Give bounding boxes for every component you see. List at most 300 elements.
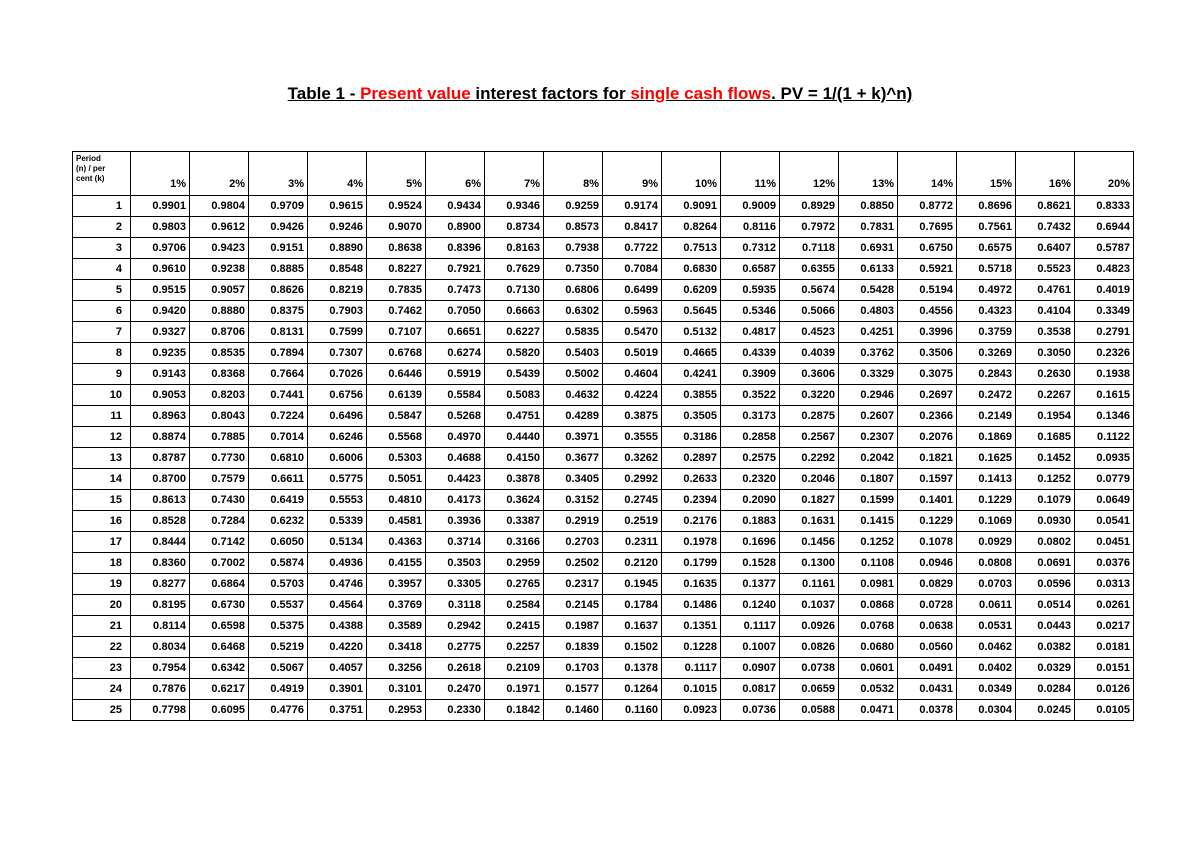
title-highlight-single-cash-flows: single cash flows bbox=[630, 84, 772, 103]
factor-cell: 0.3909 bbox=[721, 364, 780, 385]
factor-cell: 0.7441 bbox=[249, 385, 308, 406]
factor-cell: 0.7284 bbox=[190, 511, 249, 532]
factor-cell: 0.0349 bbox=[957, 679, 1016, 700]
factor-cell: 0.2775 bbox=[426, 637, 485, 658]
factor-cell: 0.1413 bbox=[957, 469, 1016, 490]
factor-cell: 0.7473 bbox=[426, 280, 485, 301]
title-middle: interest factors for bbox=[470, 84, 631, 103]
period-cell: 13 bbox=[73, 448, 131, 469]
factor-cell: 0.2575 bbox=[721, 448, 780, 469]
factor-cell: 0.5537 bbox=[249, 595, 308, 616]
factor-cell: 0.1117 bbox=[662, 658, 721, 679]
rate-header: 15% bbox=[957, 152, 1016, 196]
factor-cell: 0.6830 bbox=[662, 259, 721, 280]
factor-cell: 0.0378 bbox=[898, 700, 957, 721]
factor-cell: 0.5339 bbox=[308, 511, 367, 532]
factor-cell: 0.9706 bbox=[131, 238, 190, 259]
factor-cell: 0.0261 bbox=[1075, 595, 1134, 616]
factor-cell: 0.8890 bbox=[308, 238, 367, 259]
factor-cell: 0.8034 bbox=[131, 637, 190, 658]
factor-cell: 0.9515 bbox=[131, 280, 190, 301]
factor-cell: 0.5820 bbox=[485, 343, 544, 364]
table-row bbox=[73, 217, 1134, 238]
factor-cell: 0.8874 bbox=[131, 427, 190, 448]
factor-cell: 0.0514 bbox=[1016, 595, 1075, 616]
factor-cell: 0.1229 bbox=[898, 511, 957, 532]
factor-cell: 0.5568 bbox=[367, 427, 426, 448]
factor-cell: 0.7430 bbox=[190, 490, 249, 511]
factor-cell: 0.9612 bbox=[190, 217, 249, 238]
factor-cell: 0.3349 bbox=[1075, 301, 1134, 322]
factor-cell: 0.3996 bbox=[898, 322, 957, 343]
factor-cell: 0.8880 bbox=[190, 301, 249, 322]
factor-cell: 0.2703 bbox=[544, 532, 603, 553]
factor-cell: 0.1456 bbox=[780, 532, 839, 553]
rate-header: 6% bbox=[426, 152, 485, 196]
factor-cell: 0.5439 bbox=[485, 364, 544, 385]
factor-cell: 0.9009 bbox=[721, 196, 780, 217]
factor-cell: 0.6496 bbox=[308, 406, 367, 427]
factor-cell: 0.1015 bbox=[662, 679, 721, 700]
factor-cell: 0.6419 bbox=[249, 490, 308, 511]
factor-cell: 0.5921 bbox=[898, 259, 957, 280]
factor-cell: 0.8929 bbox=[780, 196, 839, 217]
factor-cell: 0.7462 bbox=[367, 301, 426, 322]
factor-cell: 0.8277 bbox=[131, 574, 190, 595]
period-cell: 16 bbox=[73, 511, 131, 532]
factor-cell: 0.5268 bbox=[426, 406, 485, 427]
factor-cell: 0.0649 bbox=[1075, 490, 1134, 511]
factor-cell: 0.2307 bbox=[839, 427, 898, 448]
factor-cell: 0.4817 bbox=[721, 322, 780, 343]
rate-header: 3% bbox=[249, 152, 308, 196]
factor-cell: 0.8043 bbox=[190, 406, 249, 427]
factor-cell: 0.2843 bbox=[957, 364, 1016, 385]
factor-cell: 0.0596 bbox=[1016, 574, 1075, 595]
factor-cell: 0.8626 bbox=[249, 280, 308, 301]
factor-cell: 0.0126 bbox=[1075, 679, 1134, 700]
period-cell: 1 bbox=[73, 196, 131, 217]
factor-cell: 0.8850 bbox=[839, 196, 898, 217]
table-row bbox=[73, 196, 1134, 217]
factor-cell: 0.0738 bbox=[780, 658, 839, 679]
factor-cell: 0.3759 bbox=[957, 322, 1016, 343]
factor-cell: 0.2470 bbox=[426, 679, 485, 700]
factor-cell: 0.1079 bbox=[1016, 490, 1075, 511]
period-cell: 22 bbox=[73, 637, 131, 658]
factor-cell: 0.0532 bbox=[839, 679, 898, 700]
factor-cell: 0.1486 bbox=[662, 595, 721, 616]
title-formula: . PV = 1/(1 + k)^n) bbox=[771, 84, 913, 103]
factor-cell: 0.4581 bbox=[367, 511, 426, 532]
factor-cell: 0.6468 bbox=[190, 637, 249, 658]
factor-cell: 0.2090 bbox=[721, 490, 780, 511]
factor-cell: 0.9143 bbox=[131, 364, 190, 385]
factor-cell: 0.1625 bbox=[957, 448, 1016, 469]
factor-cell: 0.3677 bbox=[544, 448, 603, 469]
factor-cell: 0.4339 bbox=[721, 343, 780, 364]
factor-cell: 0.5919 bbox=[426, 364, 485, 385]
corner-line-n-per: (n) / per bbox=[76, 164, 106, 173]
table-row bbox=[73, 595, 1134, 616]
factor-cell: 0.4057 bbox=[308, 658, 367, 679]
factor-cell: 0.3878 bbox=[485, 469, 544, 490]
period-cell: 7 bbox=[73, 322, 131, 343]
factor-cell: 0.8700 bbox=[131, 469, 190, 490]
factor-cell: 0.7938 bbox=[544, 238, 603, 259]
factor-cell: 0.7954 bbox=[131, 658, 190, 679]
factor-cell: 0.2145 bbox=[544, 595, 603, 616]
factor-cell: 0.1264 bbox=[603, 679, 662, 700]
factor-cell: 0.8548 bbox=[308, 259, 367, 280]
factor-cell: 0.4251 bbox=[839, 322, 898, 343]
factor-cell: 0.7026 bbox=[308, 364, 367, 385]
factor-cell: 0.9610 bbox=[131, 259, 190, 280]
factor-cell: 0.1161 bbox=[780, 574, 839, 595]
table-row bbox=[73, 448, 1134, 469]
factor-cell: 0.3387 bbox=[485, 511, 544, 532]
factor-cell: 0.4604 bbox=[603, 364, 662, 385]
factor-cell: 0.0659 bbox=[780, 679, 839, 700]
factor-cell: 0.3269 bbox=[957, 343, 1016, 364]
factor-cell: 0.1007 bbox=[721, 637, 780, 658]
factor-cell: 0.2257 bbox=[485, 637, 544, 658]
factor-cell: 0.4761 bbox=[1016, 280, 1075, 301]
factor-cell: 0.0329 bbox=[1016, 658, 1075, 679]
period-cell: 4 bbox=[73, 259, 131, 280]
table-row bbox=[73, 469, 1134, 490]
factor-cell: 0.4423 bbox=[426, 469, 485, 490]
factor-cell: 0.8613 bbox=[131, 490, 190, 511]
factor-cell: 0.0929 bbox=[957, 532, 1016, 553]
factor-cell: 0.2630 bbox=[1016, 364, 1075, 385]
factor-cell: 0.0491 bbox=[898, 658, 957, 679]
factor-cell: 0.3522 bbox=[721, 385, 780, 406]
factor-cell: 0.0638 bbox=[898, 616, 957, 637]
factor-cell: 0.0462 bbox=[957, 637, 1016, 658]
factor-cell: 0.6232 bbox=[249, 511, 308, 532]
table-row bbox=[73, 658, 1134, 679]
factor-cell: 0.9423 bbox=[190, 238, 249, 259]
factor-cell: 0.3875 bbox=[603, 406, 662, 427]
factor-cell: 0.3152 bbox=[544, 490, 603, 511]
factor-cell: 0.2176 bbox=[662, 511, 721, 532]
factor-cell: 0.8360 bbox=[131, 553, 190, 574]
table-row bbox=[73, 343, 1134, 364]
factor-cell: 0.7561 bbox=[957, 217, 1016, 238]
factor-cell: 0.8131 bbox=[249, 322, 308, 343]
factor-cell: 0.0431 bbox=[898, 679, 957, 700]
factor-cell: 0.1954 bbox=[1016, 406, 1075, 427]
factor-cell: 0.6730 bbox=[190, 595, 249, 616]
table-header bbox=[73, 152, 1134, 196]
period-cell: 6 bbox=[73, 301, 131, 322]
factor-cell: 0.7118 bbox=[780, 238, 839, 259]
factor-cell: 0.3555 bbox=[603, 427, 662, 448]
factor-cell: 0.4241 bbox=[662, 364, 721, 385]
factor-cell: 0.7629 bbox=[485, 259, 544, 280]
factor-cell: 0.2765 bbox=[485, 574, 544, 595]
factor-cell: 0.0802 bbox=[1016, 532, 1075, 553]
factor-cell: 0.4972 bbox=[957, 280, 1016, 301]
factor-cell: 0.6931 bbox=[839, 238, 898, 259]
factor-cell: 0.2584 bbox=[485, 595, 544, 616]
factor-cell: 0.8333 bbox=[1075, 196, 1134, 217]
factor-cell: 0.1883 bbox=[721, 511, 780, 532]
period-cell: 11 bbox=[73, 406, 131, 427]
table-row bbox=[73, 679, 1134, 700]
factor-cell: 0.0105 bbox=[1075, 700, 1134, 721]
factor-cell: 0.8772 bbox=[898, 196, 957, 217]
factor-cell: 0.5935 bbox=[721, 280, 780, 301]
rate-header: 2% bbox=[190, 152, 249, 196]
factor-cell: 0.6663 bbox=[485, 301, 544, 322]
factor-cell: 0.1799 bbox=[662, 553, 721, 574]
factor-cell: 0.1300 bbox=[780, 553, 839, 574]
factor-cell: 0.4173 bbox=[426, 490, 485, 511]
table-row bbox=[73, 301, 1134, 322]
factor-cell: 0.1784 bbox=[603, 595, 662, 616]
factor-cell: 0.1377 bbox=[721, 574, 780, 595]
factor-cell: 0.6227 bbox=[485, 322, 544, 343]
factor-cell: 0.5835 bbox=[544, 322, 603, 343]
factor-cell: 0.1160 bbox=[603, 700, 662, 721]
factor-cell: 0.3971 bbox=[544, 427, 603, 448]
factor-cell: 0.9246 bbox=[308, 217, 367, 238]
factor-cell: 0.1827 bbox=[780, 490, 839, 511]
factor-cell: 0.1635 bbox=[662, 574, 721, 595]
factor-cell: 0.6355 bbox=[780, 259, 839, 280]
factor-cell: 0.7014 bbox=[249, 427, 308, 448]
factor-cell: 0.1528 bbox=[721, 553, 780, 574]
factor-cell: 0.6810 bbox=[249, 448, 308, 469]
factor-cell: 0.3166 bbox=[485, 532, 544, 553]
factor-cell: 0.6944 bbox=[1075, 217, 1134, 238]
factor-cell: 0.1069 bbox=[957, 511, 1016, 532]
factor-cell: 0.6499 bbox=[603, 280, 662, 301]
rate-header: 1% bbox=[131, 152, 190, 196]
factor-cell: 0.6133 bbox=[839, 259, 898, 280]
title-highlight-present-value: Present value bbox=[360, 84, 471, 103]
factor-cell: 0.7350 bbox=[544, 259, 603, 280]
factor-cell: 0.8573 bbox=[544, 217, 603, 238]
factor-cell: 0.5134 bbox=[308, 532, 367, 553]
factor-cell: 0.3050 bbox=[1016, 343, 1075, 364]
factor-cell: 0.3769 bbox=[367, 595, 426, 616]
factor-cell: 0.8621 bbox=[1016, 196, 1075, 217]
factor-cell: 0.3751 bbox=[308, 700, 367, 721]
factor-cell: 0.8417 bbox=[603, 217, 662, 238]
factor-cell: 0.8227 bbox=[367, 259, 426, 280]
factor-cell: 0.0680 bbox=[839, 637, 898, 658]
rate-header: 8% bbox=[544, 152, 603, 196]
factor-cell: 0.6575 bbox=[957, 238, 1016, 259]
factor-cell: 0.4019 bbox=[1075, 280, 1134, 301]
factor-cell: 0.5470 bbox=[603, 322, 662, 343]
factor-cell: 0.1987 bbox=[544, 616, 603, 637]
factor-cell: 0.8885 bbox=[249, 259, 308, 280]
factor-cell: 0.0284 bbox=[1016, 679, 1075, 700]
factor-cell: 0.5403 bbox=[544, 343, 603, 364]
factor-cell: 0.2897 bbox=[662, 448, 721, 469]
factor-cell: 0.8219 bbox=[308, 280, 367, 301]
table-row bbox=[73, 532, 1134, 553]
factor-cell: 0.8900 bbox=[426, 217, 485, 238]
factor-cell: 0.6006 bbox=[308, 448, 367, 469]
factor-cell: 0.6446 bbox=[367, 364, 426, 385]
factor-cell: 0.0868 bbox=[839, 595, 898, 616]
factor-cell: 0.4970 bbox=[426, 427, 485, 448]
factor-cell: 0.1978 bbox=[662, 532, 721, 553]
factor-cell: 0.5584 bbox=[426, 385, 485, 406]
factor-cell: 0.7599 bbox=[308, 322, 367, 343]
factor-cell: 0.0779 bbox=[1075, 469, 1134, 490]
factor-cell: 0.0451 bbox=[1075, 532, 1134, 553]
factor-cell: 0.4155 bbox=[367, 553, 426, 574]
factor-cell: 0.9053 bbox=[131, 385, 190, 406]
period-cell: 18 bbox=[73, 553, 131, 574]
factor-cell: 0.5645 bbox=[662, 301, 721, 322]
factor-cell: 0.4688 bbox=[426, 448, 485, 469]
factor-cell: 0.9174 bbox=[603, 196, 662, 217]
factor-cell: 0.4803 bbox=[839, 301, 898, 322]
corner-line-cent-k: cent (k) bbox=[76, 174, 105, 183]
factor-cell: 0.8368 bbox=[190, 364, 249, 385]
factor-cell: 0.8734 bbox=[485, 217, 544, 238]
factor-cell: 0.7972 bbox=[780, 217, 839, 238]
factor-cell: 0.7107 bbox=[367, 322, 426, 343]
factor-cell: 0.2567 bbox=[780, 427, 839, 448]
factor-cell: 0.0443 bbox=[1016, 616, 1075, 637]
factor-cell: 0.4665 bbox=[662, 343, 721, 364]
factor-cell: 0.2042 bbox=[839, 448, 898, 469]
table-row bbox=[73, 553, 1134, 574]
period-cell: 20 bbox=[73, 595, 131, 616]
factor-cell: 0.5787 bbox=[1075, 238, 1134, 259]
title-prefix: Table 1 - bbox=[287, 84, 361, 103]
factor-cell: 0.7084 bbox=[603, 259, 662, 280]
factor-cell: 0.1415 bbox=[839, 511, 898, 532]
table-row bbox=[73, 364, 1134, 385]
factor-cell: 0.2919 bbox=[544, 511, 603, 532]
factor-cell: 0.3101 bbox=[367, 679, 426, 700]
factor-cell: 0.2394 bbox=[662, 490, 721, 511]
factor-cell: 0.1821 bbox=[898, 448, 957, 469]
factor-cell: 0.6864 bbox=[190, 574, 249, 595]
factor-cell: 0.6651 bbox=[426, 322, 485, 343]
factor-cell: 0.6611 bbox=[249, 469, 308, 490]
factor-cell: 0.5847 bbox=[367, 406, 426, 427]
factor-cell: 0.5019 bbox=[603, 343, 662, 364]
table-row bbox=[73, 322, 1134, 343]
factor-cell: 0.0728 bbox=[898, 595, 957, 616]
table-row bbox=[73, 574, 1134, 595]
factor-cell: 0.2992 bbox=[603, 469, 662, 490]
factor-cell: 0.6095 bbox=[190, 700, 249, 721]
factor-cell: 0.4363 bbox=[367, 532, 426, 553]
factor-cell: 0.0808 bbox=[957, 553, 1016, 574]
factor-cell: 0.2745 bbox=[603, 490, 662, 511]
factor-cell: 0.7050 bbox=[426, 301, 485, 322]
period-cell: 2 bbox=[73, 217, 131, 238]
factor-cell: 0.9426 bbox=[249, 217, 308, 238]
factor-cell: 0.2046 bbox=[780, 469, 839, 490]
factor-cell: 0.2109 bbox=[485, 658, 544, 679]
factor-cell: 0.0703 bbox=[957, 574, 1016, 595]
factor-cell: 0.5718 bbox=[957, 259, 1016, 280]
rate-header: 13% bbox=[839, 152, 898, 196]
factor-cell: 0.3624 bbox=[485, 490, 544, 511]
factor-cell: 0.0923 bbox=[662, 700, 721, 721]
factor-cell: 0.7312 bbox=[721, 238, 780, 259]
rate-header: 5% bbox=[367, 152, 426, 196]
factor-cell: 0.5375 bbox=[249, 616, 308, 637]
factor-cell: 0.8396 bbox=[426, 238, 485, 259]
factor-cell: 0.1378 bbox=[603, 658, 662, 679]
factor-cell: 0.9238 bbox=[190, 259, 249, 280]
factor-cell: 0.7130 bbox=[485, 280, 544, 301]
factor-cell: 0.1401 bbox=[898, 490, 957, 511]
factor-cell: 0.8116 bbox=[721, 217, 780, 238]
rate-header: 10% bbox=[662, 152, 721, 196]
factor-cell: 0.4556 bbox=[898, 301, 957, 322]
factor-cell: 0.3075 bbox=[898, 364, 957, 385]
factor-cell: 0.7722 bbox=[603, 238, 662, 259]
factor-cell: 0.5066 bbox=[780, 301, 839, 322]
factor-cell: 0.2317 bbox=[544, 574, 603, 595]
factor-cell: 0.9420 bbox=[131, 301, 190, 322]
factor-cell: 0.1346 bbox=[1075, 406, 1134, 427]
period-cell: 15 bbox=[73, 490, 131, 511]
factor-cell: 0.4746 bbox=[308, 574, 367, 595]
factor-cell: 0.1037 bbox=[780, 595, 839, 616]
factor-cell: 0.4776 bbox=[249, 700, 308, 721]
factor-cell: 0.5051 bbox=[367, 469, 426, 490]
factor-cell: 0.0817 bbox=[721, 679, 780, 700]
factor-cell: 0.0304 bbox=[957, 700, 1016, 721]
factor-cell: 0.1685 bbox=[1016, 427, 1075, 448]
factor-cell: 0.9346 bbox=[485, 196, 544, 217]
factor-cell: 0.1631 bbox=[780, 511, 839, 532]
factor-cell: 0.9434 bbox=[426, 196, 485, 217]
factor-cell: 0.4150 bbox=[485, 448, 544, 469]
factor-cell: 0.4289 bbox=[544, 406, 603, 427]
factor-cell: 0.0826 bbox=[780, 637, 839, 658]
table-row bbox=[73, 511, 1134, 532]
factor-cell: 0.2633 bbox=[662, 469, 721, 490]
factor-cell: 0.0611 bbox=[957, 595, 1016, 616]
factor-cell: 0.7664 bbox=[249, 364, 308, 385]
factor-cell: 0.5194 bbox=[898, 280, 957, 301]
period-cell: 10 bbox=[73, 385, 131, 406]
factor-cell: 0.7432 bbox=[1016, 217, 1075, 238]
factor-cell: 0.9091 bbox=[662, 196, 721, 217]
factor-cell: 0.8638 bbox=[367, 238, 426, 259]
factor-cell: 0.6209 bbox=[662, 280, 721, 301]
factor-cell: 0.3505 bbox=[662, 406, 721, 427]
factor-cell: 0.5523 bbox=[1016, 259, 1075, 280]
factor-cell: 0.4388 bbox=[308, 616, 367, 637]
period-cell: 23 bbox=[73, 658, 131, 679]
rate-header: 16% bbox=[1016, 152, 1075, 196]
factor-cell: 0.3220 bbox=[780, 385, 839, 406]
factor-cell: 0.8963 bbox=[131, 406, 190, 427]
factor-cell: 0.7513 bbox=[662, 238, 721, 259]
factor-cell: 0.8535 bbox=[190, 343, 249, 364]
factor-cell: 0.5132 bbox=[662, 322, 721, 343]
period-cell: 14 bbox=[73, 469, 131, 490]
factor-cell: 0.2607 bbox=[839, 406, 898, 427]
